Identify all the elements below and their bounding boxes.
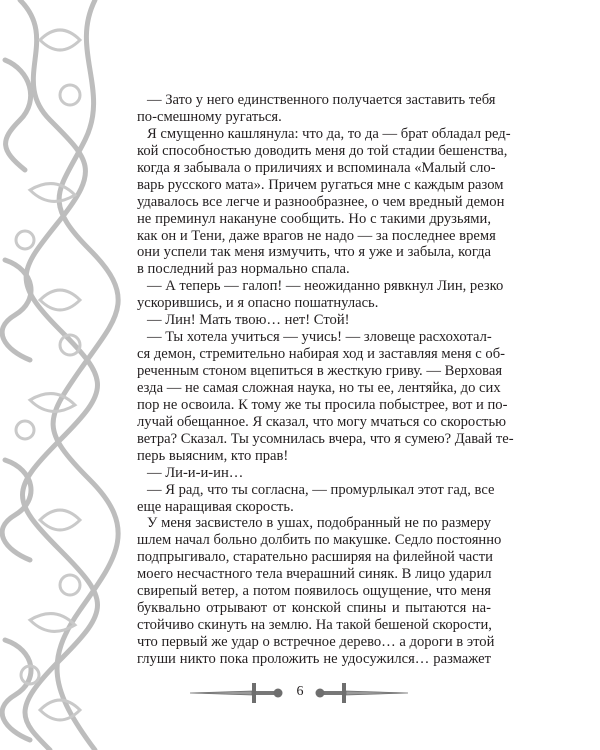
text-line: они успели так меня измучить, что я уже и забыла, когда [137, 244, 491, 261]
text-line: Я смущенно кашлянула: что да, то да — брат обладал ред- [147, 125, 511, 142]
text-line: ветра? Сказал. Ты усомнилась вчера, что я сумею? Давай те- [137, 430, 514, 447]
page-body-text [137, 92, 514, 668]
text-line: варь русского мата». Причем ругаться мне с каждым разом [137, 176, 504, 193]
text-line: — Ты хотела учиться — учись! — зловеще расхохотал- [147, 329, 492, 346]
text-line: перь выясним, кто прав! [137, 447, 289, 464]
text-line: буквально отрывают от конской спины и пытаются на- [137, 600, 491, 617]
text-line: реченным стоном вцепиться в жесткую гриву. — Верховая [137, 363, 503, 379]
text-line: кой способностью доводить меня до той стадии бешенства, [137, 142, 508, 159]
text-line: что первый же удар о встречное дерево… а дороги в этой [137, 634, 495, 650]
text-line: удавалось все легче и разнообразнее, о чем вредный демон [137, 193, 505, 210]
text-line: пор не освоила. К тому же ты просила побыстрее, вот и по- [137, 396, 508, 413]
text-line: стойчиво скинуть на землю. На такой бешеной скорости, [137, 617, 492, 634]
dagger-ornament-right [312, 681, 408, 705]
text-line: У меня засвистело в ушах, подобранный не по размеру [147, 515, 491, 532]
text-line: — Зато у него единственного получается заставить тебя [147, 92, 496, 108]
page-number: 6 [296, 684, 304, 699]
text-line: езда — не самая сложная наука, но ты ее, лентяйка, до сих [137, 379, 501, 396]
text-line: подпрыгивало, старательно расширяя на филейной части [137, 549, 493, 566]
text-line: еще наращивая скорость. [137, 498, 294, 515]
text-line: ускорившись, и я опасно пошатнулась. [137, 295, 379, 312]
text-line: моего несчастного тела вчерашний синяк. В лицо ударил [137, 566, 492, 583]
text-line: ся демон, стремительно набирая ход и заставляя меня с об- [137, 346, 505, 363]
text-line: — А теперь — галоп! — неожиданно рявкнул Лин, резко [147, 278, 504, 295]
text-line: по-смешному ругаться. [137, 108, 282, 125]
text-line: — Ли-и-и-ин… [147, 464, 244, 481]
text-line: лучай обещанное. Я сказал, что могу мчаться со скоростью [137, 413, 506, 430]
dagger-ornament-left [190, 681, 286, 705]
text-line: шлем начал больно долбить по макушке. Седло постоянно [137, 532, 502, 549]
text-line: — Лин! Мать твою… нет! Стой! [147, 312, 350, 329]
text-line: глуши никто пока проложить не удосужился… размажет [137, 650, 491, 667]
text-line: как он и Тени, даже врагов не надо — за последнее время [137, 227, 496, 244]
text-line: не преминул накануне сообщить. Но с такими друзьями, [137, 210, 491, 227]
text-line: когда я забывала о приличиях и вспоминала «Малый сло- [137, 159, 496, 176]
decorative-border-ornament [0, 0, 122, 750]
text-line: — Я рад, что ты согласна, — промурлыкал этот гад, все [147, 481, 495, 498]
text-line: в последний раз нормально спала. [137, 261, 350, 278]
text-line: свирепый ветер, а потом появилось ощущение, что меня [137, 583, 491, 600]
